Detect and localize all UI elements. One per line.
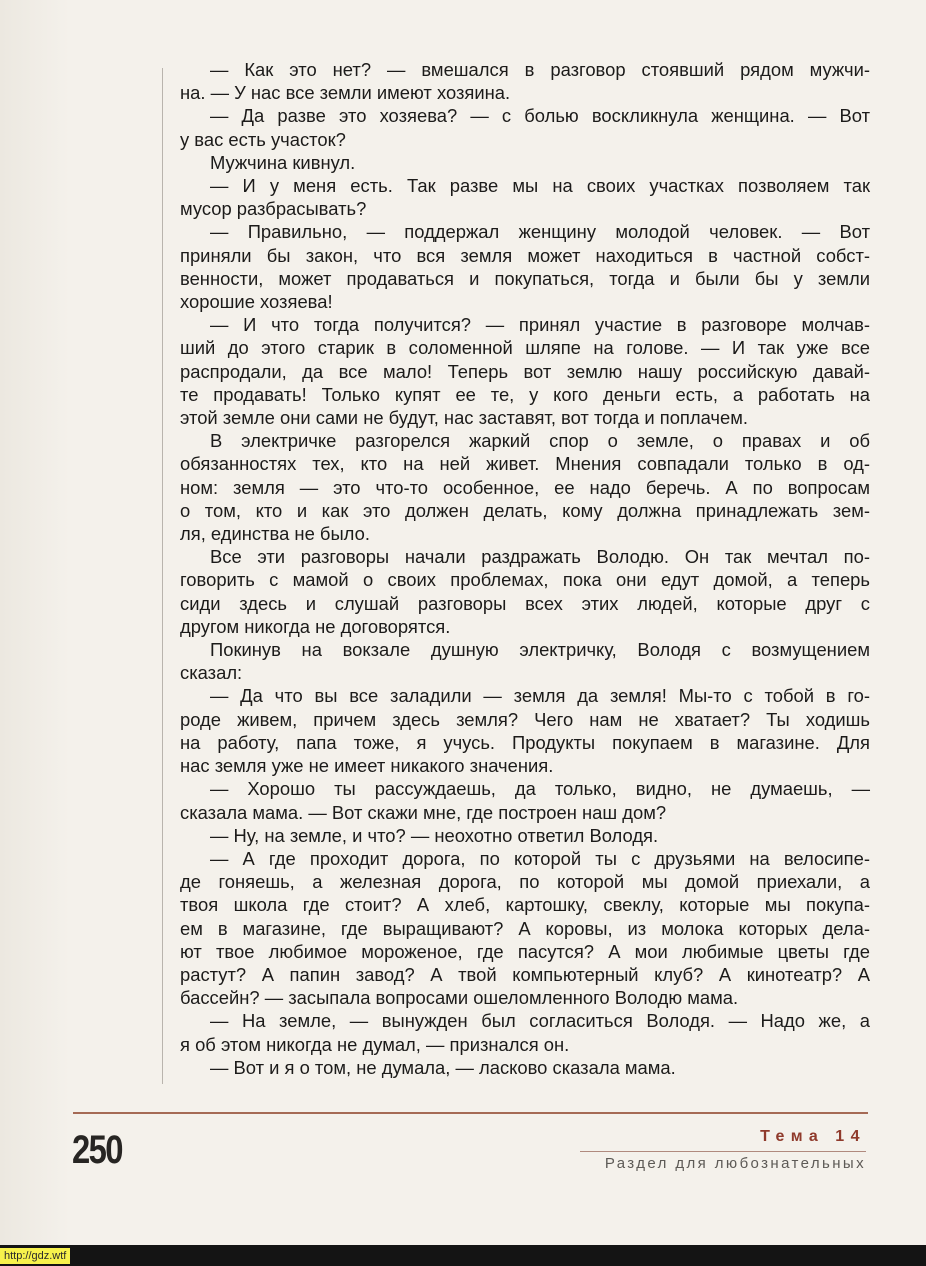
footer-theme: Тема 14 [760,1128,866,1145]
watermark-link[interactable]: http://gdz.wtf [0,1248,70,1264]
text-line: у вас есть участок? [180,128,346,150]
footer-section: Раздел для любознательных [604,1155,866,1172]
text-line: приняли бы закон, что вся земля может находиться в частной собст- [180,244,870,266]
text-line: ля, единства не было. [180,523,370,545]
text-line: роде живем, причем здесь земля? Чего нам не хватает? Ты ходишь [180,708,870,730]
text-line: обязанностях тех, кто на ней живет. Мнения совпадали только в од- [180,453,870,475]
text-line: бассейн? — засыпала вопросами ошеломленного Володю мама. [180,987,739,1009]
text-line: — И что тогда получится? — принял участие в разговоре молчав- [210,314,870,336]
text-line: — Правильно, — поддержал женщину молодой человек. — Вот [210,221,870,243]
text-line: — Как это нет? — вмешался в разговор стоявший рядом мужчи- [210,59,870,80]
text-line: сиди здесь и слушай разговоры всех этих людей, которые друг с [180,592,870,614]
text-line: В электричке разгорелся жаркий спор о земле, о правах и об [210,430,870,452]
paragraph [180,638,870,684]
paragraph [180,824,870,847]
paragraph [180,220,870,313]
paragraph [180,313,870,429]
text-line: — А где проходит дорога, по которой ты с друзьями на велосипе- [210,847,870,869]
page-number: 250 [72,1128,122,1172]
text-line: мусор разбрасывать? [180,198,367,220]
text-line: — Ну, на земле, и что? — неохотно ответил Володя. [210,824,659,846]
text-line: — Хорошо ты рассуждаешь, да только, видно, не думаешь, — [210,778,870,800]
story-text [180,58,870,1079]
paragraph [180,151,870,174]
text-line: ший до этого старик в соломенной шляпе на голове. — И так уже все [180,337,870,359]
text-line: на. — У нас все земли имеют хозяина. [180,82,511,104]
paragraph [180,684,870,777]
text-line: говорить с мамой о своих проблемах, пока они едут домой, а теперь [180,569,870,591]
text-line: де гоняешь, а железная дорога, по которой мы домой приехали, а [180,871,870,893]
text-line: венности, может продаваться и покупаться, тогда и были бы у земли [180,267,870,289]
text-line: другом никогда не договорятся. [180,615,451,637]
text-line: сказала мама. — Вот скажи мне, где построен наш дом? [180,801,667,823]
binding-shadow [0,0,70,1245]
text-line: — Да что вы все заладили — земля да земля! Мы-то с тобой в го- [210,685,870,707]
text-line: на работу, папа тоже, я учусь. Продукты покупаем в магазине. Для [180,731,870,753]
paragraph [180,429,870,545]
paragraph [180,1056,870,1079]
text-line: сказал: [180,662,243,684]
text-line: о том, кто и как это должен делать, кому должна принадлежать зем- [180,499,870,521]
text-line: хорошие хозяева! [180,291,333,313]
paragraph [180,777,870,823]
text-line: твоя школа где стоит? А хлеб, картошку, свеклу, которые мы покупа- [180,894,870,916]
text-line: Все эти разговоры начали раздражать Володю. Он так мечтал по- [210,546,870,568]
text-line: распродали, да все мало! Теперь вот землю нашу российскую давай- [180,360,870,382]
text-line: — Вот и я о том, не думала, — ласково сказала мама. [210,1056,676,1078]
text-line: — И у меня есть. Так разве мы на своих участках позволяем так [210,175,870,197]
paragraph [180,545,870,638]
text-line: ют твое любимое мороженое, где пасутся? А мои любимые цветы где [180,940,870,962]
text-line: растут? А папин завод? А твой компьютерный клуб? А кинотеатр? А [180,963,870,985]
text-line: Покинув на вокзале душную электричку, Володя с возмущением [210,639,870,661]
paragraph [180,174,870,220]
text-line: — Да разве это хозяева? — с болью воскликнула женщина. — Вот [210,105,870,127]
paragraph [180,847,870,1009]
text-line: этой земле они сами не будут, нас заставят, вот тогда и поплачем. [180,407,748,429]
paragraph [180,1009,870,1055]
text-line: те продавать! Только купят ее те, у кого деньги есть, а работать на [180,383,870,405]
paragraph [180,104,870,150]
text-line: нас земля уже не имеет никакого значения. [180,755,554,777]
footer-divider [73,1112,868,1114]
footer-subdivider [580,1151,866,1152]
text-line: я об этом никогда не думал, — признался он. [180,1033,570,1055]
margin-rule [162,68,163,1084]
text-line: ном: земля — это что-то особенное, ее надо беречь. А по вопросам [180,476,870,498]
text-line: ем в магазине, где выращивают? А коровы, из молока которых дела- [180,917,870,939]
paragraph [180,58,870,104]
text-line: Мужчина кивнул. [210,151,356,173]
text-line: — На земле, — вынужден был согласиться Володя. — Надо же, а [210,1010,870,1032]
scan-bottom-edge [0,1245,926,1266]
